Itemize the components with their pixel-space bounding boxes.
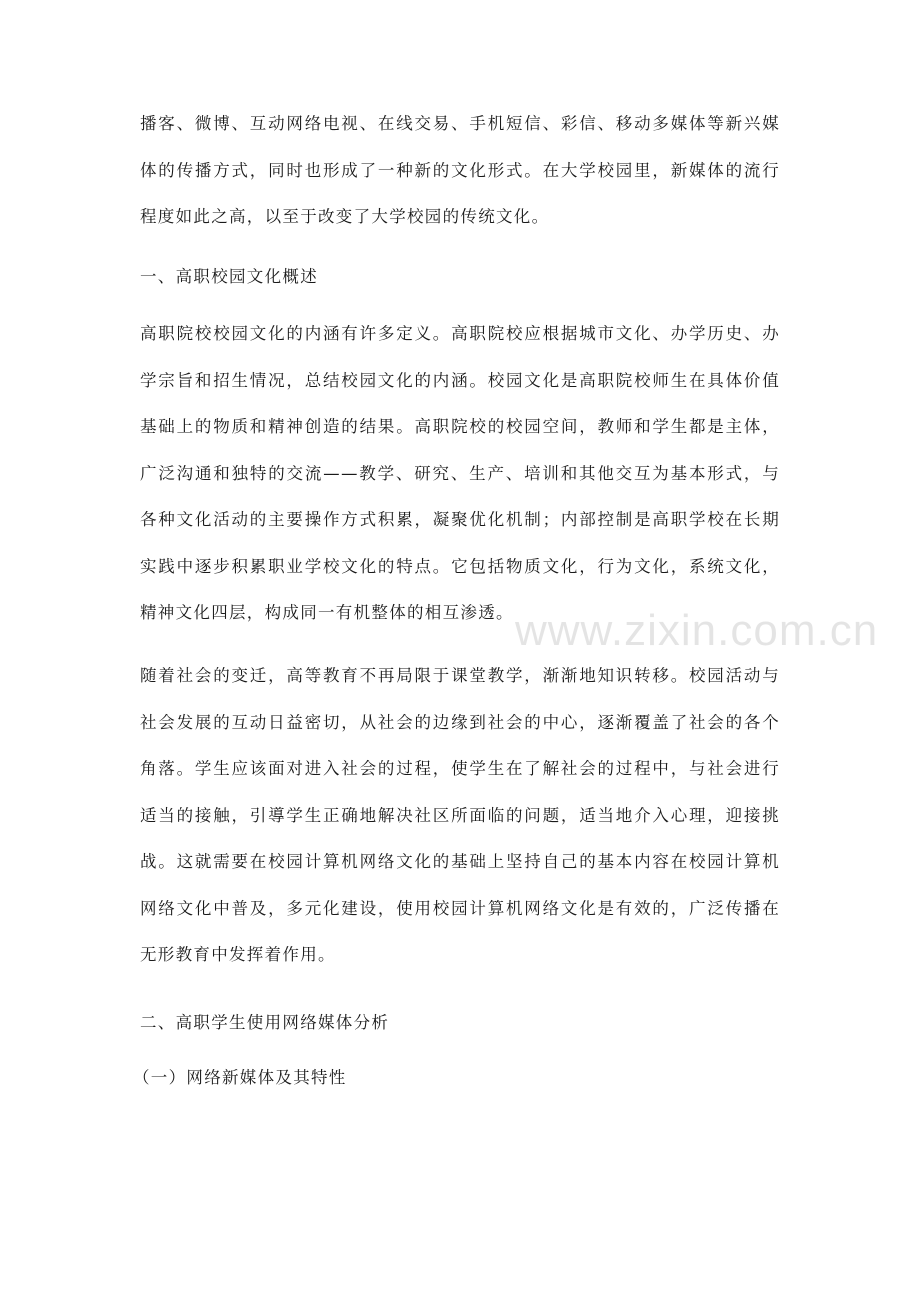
culture-definition-paragraph: 高职院校校园文化的内涵有许多定义。高职院校应根据城市文化、办学历史、办学宗旨和招生情况，总结校园文化的内涵。校园文化是高职院校师生在具体价值基础上的物质和精神创造的结果。高职院校的校园空间，教师和学生都是主体，广泛沟通和独特的交流——教学、研究、生产、培训和其他交互为基本形式，与各种文化活动的主要操作方式积累，凝聚优化机制；内部控制是高职学校在长期实践中逐步积累职业学校文化的特点。它包括物质文化，行为文化，系统文化，精神文化四层，构成同一有机整体的相互渗透。 [140,324,780,622]
social-change-paragraph: 随着社会的变迁，高等教育不再局限于课堂教学，渐渐地知识转移。校园活动与社会发展的互动日益密切，从社会的边缘到社会的中心，逐渐覆盖了社会的各个角落。学生应该面对进入社会的过程，使学生在了解社会的过程中，与社会进行适当的接触，引導学生正确地解决社区所面临的问题，适当地介入心理，迎接挑战。这就需要在校园计算机网络文化的基础上坚持自己的基本内容在校园计算机网络文化中普及，多元化建设，使用校园计算机网络文化是有效的，广泛传播在无形教育中发挥着作用。 [140,666,780,964]
subsection-one-heading: （一）网络新媒体及其特性 [133,1068,347,1087]
section-one-heading: 一、高职校园文化概述 [140,267,318,286]
section-two-heading: 二、高职学生使用网络媒体分析 [140,1013,390,1032]
site-watermark: www.zixin.com.cn [515,606,879,655]
intro-paragraph: 播客、微博、互动网络电视、在线交易、手机短信、彩信、移动多媒体等新兴媒体的传播方式，同时也形成了一种新的文化形式。在大学校园里，新媒体的流行程度如此之高，以至于改变了大学校园的传统文化。 [140,114,780,226]
